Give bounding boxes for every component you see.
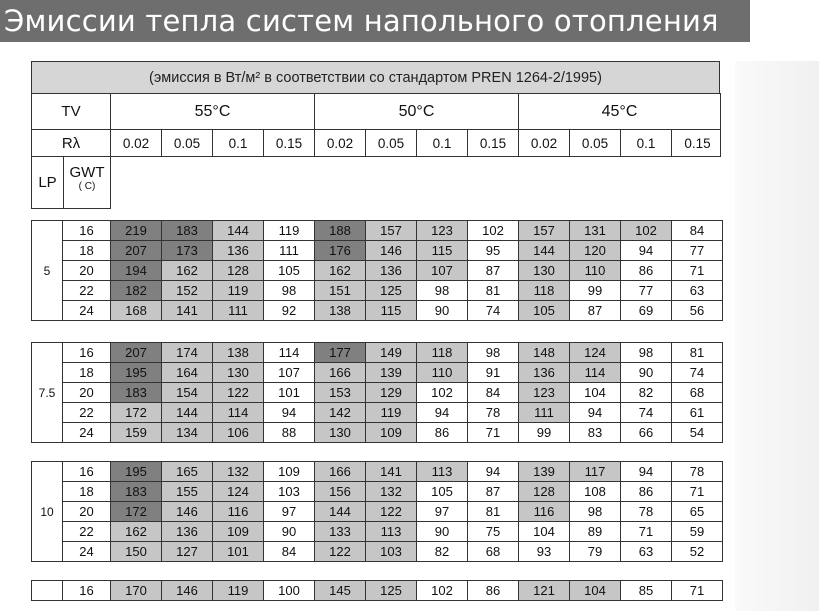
emission-value: 110 xyxy=(417,363,468,383)
emission-value: 157 xyxy=(366,221,417,241)
emission-value: 108 xyxy=(570,482,621,502)
table-row xyxy=(32,522,723,542)
emission-value: 94 xyxy=(621,462,672,482)
rlambda-value: 0.1 xyxy=(621,130,672,156)
emission-value: 84 xyxy=(672,221,723,241)
emission-value: 136 xyxy=(213,241,264,261)
emission-value: 52 xyxy=(672,542,723,562)
emission-value: 99 xyxy=(570,281,621,301)
emission-value: 164 xyxy=(162,363,213,383)
emission-value: 165 xyxy=(162,462,213,482)
emission-value: 79 xyxy=(570,542,621,562)
rlambda-value: 0.05 xyxy=(570,130,621,156)
emission-value: 82 xyxy=(417,542,468,562)
emission-value: 68 xyxy=(468,542,519,562)
emission-value: 114 xyxy=(264,343,315,363)
emission-value: 139 xyxy=(519,462,570,482)
temp-45: 45°C xyxy=(601,102,638,120)
emission-value: 82 xyxy=(621,383,672,403)
emission-value: 162 xyxy=(315,261,366,281)
emission-value: 75 xyxy=(468,522,519,542)
gwt-value: 18 xyxy=(63,482,111,502)
emission-value: 99 xyxy=(519,423,570,443)
table-row xyxy=(32,301,723,321)
emission-value: 159 xyxy=(111,423,162,443)
gwt-value: 18 xyxy=(63,241,111,261)
gwt-value: 18 xyxy=(63,363,111,383)
emission-value: 85 xyxy=(621,581,672,601)
emission-value: 86 xyxy=(621,261,672,281)
emission-value: 152 xyxy=(162,281,213,301)
emission-value: 176 xyxy=(315,241,366,261)
table-row xyxy=(32,281,723,301)
table-row xyxy=(32,221,723,241)
emission-value: 188 xyxy=(315,221,366,241)
lp-block xyxy=(31,580,723,601)
emission-value: 102 xyxy=(621,221,672,241)
title-bar xyxy=(0,0,750,42)
emission-value: 141 xyxy=(162,301,213,321)
tv-label: TV xyxy=(32,94,111,129)
emission-value: 94 xyxy=(264,403,315,423)
emission-value: 151 xyxy=(315,281,366,301)
emission-value: 150 xyxy=(111,542,162,562)
table-row xyxy=(32,241,723,261)
table-row xyxy=(32,423,723,443)
emission-value: 173 xyxy=(162,241,213,261)
emission-value: 121 xyxy=(519,581,570,601)
gwt-value: 16 xyxy=(63,221,111,241)
emission-value: 120 xyxy=(570,241,621,261)
emission-value: 125 xyxy=(366,581,417,601)
emission-value: 97 xyxy=(264,502,315,522)
emission-value: 146 xyxy=(162,502,213,522)
emission-value: 77 xyxy=(672,241,723,261)
emission-value: 119 xyxy=(213,581,264,601)
emission-value: 136 xyxy=(162,522,213,542)
emission-value: 107 xyxy=(417,261,468,281)
emission-value: 104 xyxy=(570,383,621,403)
page-title: Эмиссии тепла систем напольного отопления xyxy=(4,4,719,38)
emission-value: 88 xyxy=(264,423,315,443)
emission-value: 74 xyxy=(672,363,723,383)
emission-value: 141 xyxy=(366,462,417,482)
emission-value: 113 xyxy=(366,522,417,542)
emission-value: 127 xyxy=(162,542,213,562)
emission-value: 97 xyxy=(417,502,468,522)
rlambda-value: 0.02 xyxy=(519,130,570,156)
emission-value: 56 xyxy=(672,301,723,321)
emission-value: 132 xyxy=(366,482,417,502)
emission-value: 101 xyxy=(264,383,315,403)
emission-value: 183 xyxy=(111,482,162,502)
emission-value: 61 xyxy=(672,403,723,423)
emission-value: 91 xyxy=(468,363,519,383)
emission-value: 174 xyxy=(162,343,213,363)
lp-gwt-header xyxy=(31,156,111,209)
table-row xyxy=(32,403,723,423)
emission-value: 166 xyxy=(315,363,366,383)
emission-value: 119 xyxy=(366,403,417,423)
emission-value: 102 xyxy=(417,581,468,601)
rlambda-value: 0.1 xyxy=(213,130,264,156)
emission-value: 134 xyxy=(162,423,213,443)
emission-value: 122 xyxy=(366,502,417,522)
emission-value: 149 xyxy=(366,343,417,363)
emission-value: 59 xyxy=(672,522,723,542)
emission-value: 130 xyxy=(315,423,366,443)
emission-value: 195 xyxy=(111,462,162,482)
emission-value: 183 xyxy=(111,383,162,403)
emission-value: 94 xyxy=(417,403,468,423)
page-edge-shadow xyxy=(735,61,819,611)
emission-value: 146 xyxy=(366,241,417,261)
emission-value: 86 xyxy=(621,482,672,502)
emission-value: 81 xyxy=(468,281,519,301)
gwt-value: 24 xyxy=(63,542,111,562)
emission-value: 103 xyxy=(264,482,315,502)
emission-value: 113 xyxy=(417,462,468,482)
emission-value: 136 xyxy=(519,363,570,383)
standard-note: (эмиссия в Вт/м² в соответствии со стандартом PREN 1264-2/1995) xyxy=(31,61,720,94)
emission-value: 74 xyxy=(621,403,672,423)
emission-value: 100 xyxy=(264,581,315,601)
rlambda-value: 0.02 xyxy=(315,130,366,156)
emission-value: 109 xyxy=(213,522,264,542)
emission-value: 101 xyxy=(213,542,264,562)
emission-value: 144 xyxy=(162,403,213,423)
emission-value: 92 xyxy=(264,301,315,321)
gwt-value: 20 xyxy=(63,502,111,522)
emission-value: 145 xyxy=(315,581,366,601)
emission-value: 172 xyxy=(111,403,162,423)
emission-value: 78 xyxy=(468,403,519,423)
gwt-value: 22 xyxy=(63,522,111,542)
gwt-label xyxy=(64,157,110,208)
emission-value: 98 xyxy=(264,281,315,301)
gwt-value: 22 xyxy=(63,403,111,423)
emission-value: 129 xyxy=(366,383,417,403)
gwt-unit: ( C) xyxy=(78,181,96,192)
rlambda-value: 0.05 xyxy=(366,130,417,156)
emission-value: 90 xyxy=(621,363,672,383)
emission-value: 123 xyxy=(519,383,570,403)
emission-value: 207 xyxy=(111,241,162,261)
lp-value: 7.5 xyxy=(32,343,63,443)
emission-value: 87 xyxy=(468,482,519,502)
emission-value: 142 xyxy=(315,403,366,423)
table-row xyxy=(32,542,723,562)
table-row xyxy=(32,581,723,601)
table-row xyxy=(32,482,723,502)
emission-value: 98 xyxy=(417,281,468,301)
emission-value: 71 xyxy=(672,482,723,502)
emission-value: 139 xyxy=(366,363,417,383)
emission-value: 98 xyxy=(621,343,672,363)
table-row xyxy=(32,261,723,281)
emission-value: 102 xyxy=(417,383,468,403)
emission-value: 156 xyxy=(315,482,366,502)
emission-value: 103 xyxy=(366,542,417,562)
emission-value: 84 xyxy=(264,542,315,562)
rlambda-value: 0.15 xyxy=(684,135,711,151)
emission-value: 122 xyxy=(315,542,366,562)
table-row xyxy=(32,462,723,482)
emission-value: 94 xyxy=(468,462,519,482)
table-row xyxy=(32,383,723,403)
emission-value: 81 xyxy=(468,502,519,522)
emission-value: 144 xyxy=(519,241,570,261)
emission-value: 172 xyxy=(111,502,162,522)
emission-value: 183 xyxy=(162,221,213,241)
gwt-value: 20 xyxy=(63,261,111,281)
emission-value: 71 xyxy=(672,261,723,281)
rlambda-value: 0.02 xyxy=(111,130,162,156)
emission-value: 86 xyxy=(417,423,468,443)
emission-value: 109 xyxy=(264,462,315,482)
emission-value: 90 xyxy=(417,301,468,321)
emission-value: 157 xyxy=(519,221,570,241)
emission-value: 219 xyxy=(111,221,162,241)
gwt-value: 16 xyxy=(63,462,111,482)
rlambda-value: 0.15 xyxy=(264,130,315,156)
emission-value: 195 xyxy=(111,363,162,383)
emission-value: 117 xyxy=(570,462,621,482)
emission-value: 78 xyxy=(672,462,723,482)
emission-value: 54 xyxy=(672,423,723,443)
emission-value: 66 xyxy=(621,423,672,443)
emission-value: 109 xyxy=(366,423,417,443)
lp-value: 10 xyxy=(32,462,63,562)
emission-value: 155 xyxy=(162,482,213,502)
lp-block xyxy=(31,342,723,443)
emission-value: 77 xyxy=(621,281,672,301)
emission-value: 111 xyxy=(264,241,315,261)
emission-value: 71 xyxy=(468,423,519,443)
emission-value: 93 xyxy=(519,542,570,562)
emission-value: 111 xyxy=(519,403,570,423)
emission-value: 105 xyxy=(519,301,570,321)
emission-value: 104 xyxy=(570,581,621,601)
lp-block xyxy=(31,461,723,562)
emission-value: 162 xyxy=(111,522,162,542)
emission-value: 87 xyxy=(468,261,519,281)
gwt-value: 22 xyxy=(63,281,111,301)
emission-value: 105 xyxy=(417,482,468,502)
emission-value: 74 xyxy=(468,301,519,321)
emission-value: 123 xyxy=(417,221,468,241)
emission-value: 94 xyxy=(570,403,621,423)
lp-value: 5 xyxy=(32,221,63,321)
emission-value: 124 xyxy=(570,343,621,363)
emission-value: 107 xyxy=(264,363,315,383)
emission-value: 110 xyxy=(570,261,621,281)
emission-value: 114 xyxy=(213,403,264,423)
emission-value: 128 xyxy=(213,261,264,281)
emission-value: 131 xyxy=(570,221,621,241)
emission-value: 124 xyxy=(213,482,264,502)
emission-value: 95 xyxy=(468,241,519,261)
emission-value: 146 xyxy=(162,581,213,601)
emission-value: 102 xyxy=(468,221,519,241)
emission-value: 154 xyxy=(162,383,213,403)
emission-value: 138 xyxy=(213,343,264,363)
gwt-value: 16 xyxy=(63,343,111,363)
emission-value: 133 xyxy=(315,522,366,542)
emission-value: 94 xyxy=(621,241,672,261)
emission-value: 90 xyxy=(417,522,468,542)
emission-value: 116 xyxy=(213,502,264,522)
gwt-value: 24 xyxy=(63,423,111,443)
lp-block xyxy=(31,220,723,321)
lp-value xyxy=(32,581,63,601)
emission-value: 69 xyxy=(621,301,672,321)
emission-value: 148 xyxy=(519,343,570,363)
emission-value: 118 xyxy=(417,343,468,363)
emission-value: 130 xyxy=(519,261,570,281)
emission-value: 115 xyxy=(366,301,417,321)
emission-value: 130 xyxy=(213,363,264,383)
lp-label: LP xyxy=(32,157,64,208)
table-row xyxy=(32,343,723,363)
emission-value: 162 xyxy=(162,261,213,281)
emission-value: 138 xyxy=(315,301,366,321)
emission-value: 119 xyxy=(264,221,315,241)
emission-value: 78 xyxy=(621,502,672,522)
rlambda-value: 0.15 xyxy=(468,130,519,156)
emission-value: 83 xyxy=(570,423,621,443)
emission-value: 170 xyxy=(111,581,162,601)
emission-value: 144 xyxy=(213,221,264,241)
emission-value: 89 xyxy=(570,522,621,542)
emission-value: 63 xyxy=(621,542,672,562)
rlambda-value: 0.05 xyxy=(162,130,213,156)
emission-value: 84 xyxy=(468,383,519,403)
table-row xyxy=(32,502,723,522)
emission-value: 136 xyxy=(366,261,417,281)
emission-value: 90 xyxy=(264,522,315,542)
gwt-text: GWT xyxy=(69,164,105,181)
temp-55: 55°C xyxy=(111,94,315,129)
emission-value: 182 xyxy=(111,281,162,301)
rlambda-row xyxy=(31,129,721,157)
emission-value: 132 xyxy=(213,462,264,482)
emission-value: 144 xyxy=(315,502,366,522)
emission-value: 98 xyxy=(570,502,621,522)
rlambda-label: Rλ xyxy=(32,130,111,156)
emission-value: 114 xyxy=(570,363,621,383)
emission-value: 118 xyxy=(519,281,570,301)
emission-value: 166 xyxy=(315,462,366,482)
emission-value: 68 xyxy=(672,383,723,403)
emission-value: 177 xyxy=(315,343,366,363)
emission-value: 106 xyxy=(213,423,264,443)
emission-value: 128 xyxy=(519,482,570,502)
gwt-value: 16 xyxy=(63,581,111,601)
emission-value: 153 xyxy=(315,383,366,403)
emission-value: 207 xyxy=(111,343,162,363)
emission-value: 71 xyxy=(621,522,672,542)
emission-value: 71 xyxy=(672,581,723,601)
temp-50: 50°C xyxy=(315,94,519,129)
emission-value: 111 xyxy=(213,301,264,321)
emission-value: 115 xyxy=(417,241,468,261)
emission-value: 81 xyxy=(672,343,723,363)
emission-value: 87 xyxy=(570,301,621,321)
emission-value: 194 xyxy=(111,261,162,281)
emission-value: 105 xyxy=(264,261,315,281)
emission-value: 98 xyxy=(468,343,519,363)
gwt-value: 24 xyxy=(63,301,111,321)
emission-value: 116 xyxy=(519,502,570,522)
gwt-value: 20 xyxy=(63,383,111,403)
emission-value: 104 xyxy=(519,522,570,542)
rlambda-value: 0.1 xyxy=(417,130,468,156)
emission-value: 86 xyxy=(468,581,519,601)
emission-value: 125 xyxy=(366,281,417,301)
emission-value: 65 xyxy=(672,502,723,522)
table-row xyxy=(32,363,723,383)
tv-row xyxy=(31,93,721,130)
emission-value: 119 xyxy=(213,281,264,301)
emission-value: 168 xyxy=(111,301,162,321)
emission-value: 63 xyxy=(672,281,723,301)
emission-value: 122 xyxy=(213,383,264,403)
